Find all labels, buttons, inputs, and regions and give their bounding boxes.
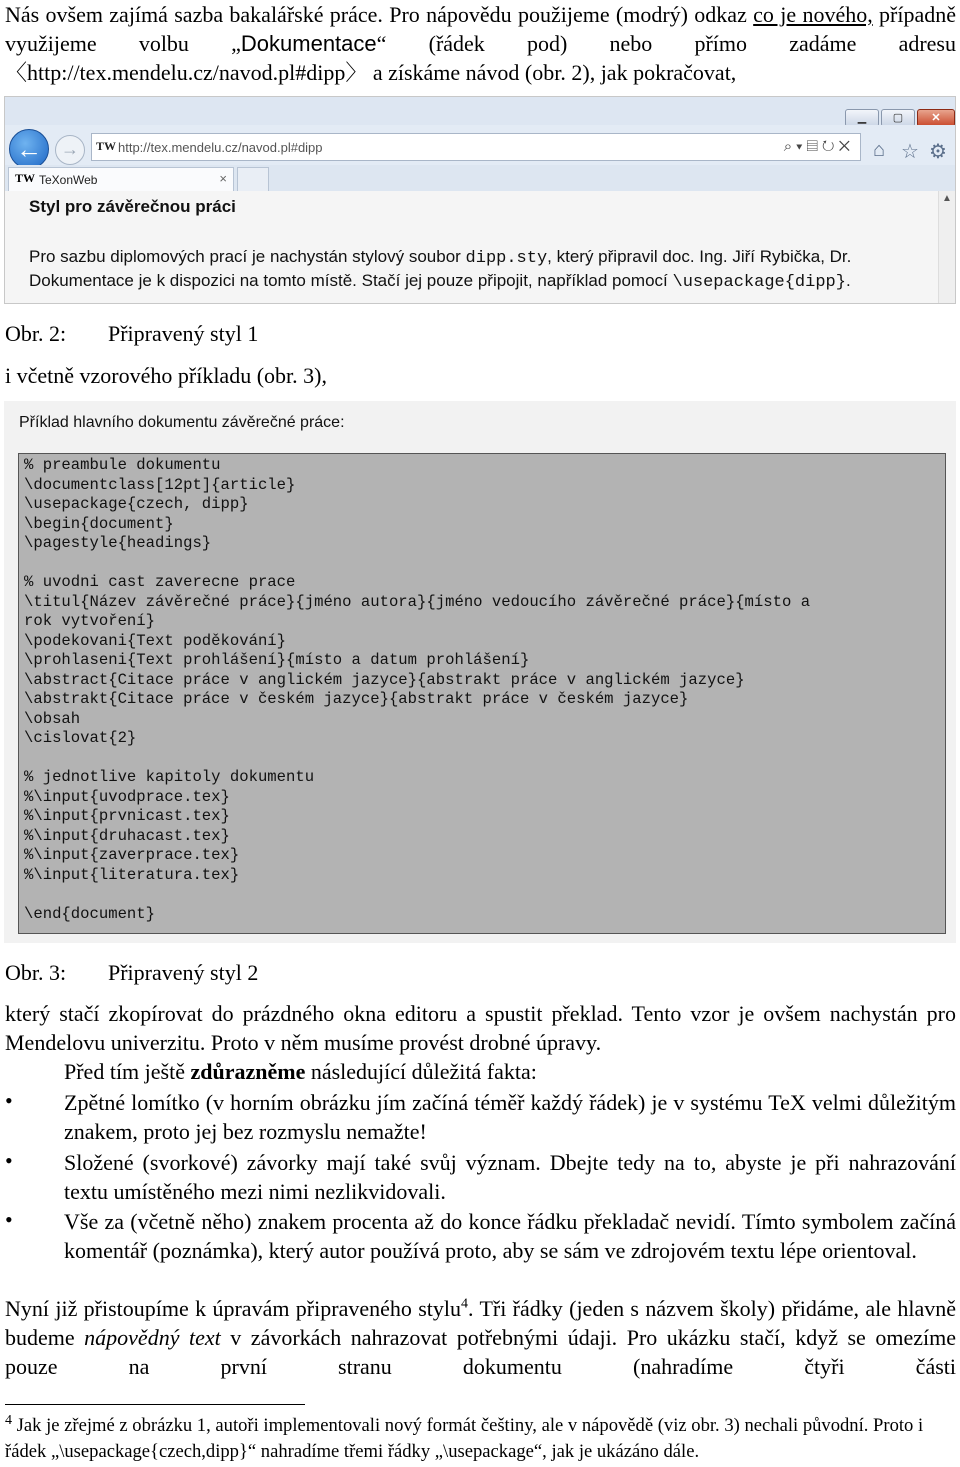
browser-screenshot	[4, 96, 956, 304]
code-line: \cislovat{2}	[24, 729, 137, 747]
para4-text: následující důležitá fakta:	[305, 1059, 537, 1084]
compat-view-icon[interactable]: ▤	[806, 138, 822, 155]
code-box	[18, 453, 946, 934]
paragraph-2: i včetně vzorového příkladu (obr. 3),	[5, 363, 327, 388]
para5-text: . Tři řádky (jeden s názvem školy) přidáme, ale hlavně budeme	[5, 1296, 957, 1350]
new-tab-button[interactable]	[237, 167, 269, 191]
paragraph-3: který stačí zkopírovat do prázdného okna editoru a spustit překlad. Tento vzor je ovšem nachystán pro Mendelovu univerzitu. Proto v něm musíme provést drobné úpravy.	[5, 1001, 956, 1055]
para4-bold: zdůrazněme	[190, 1059, 306, 1084]
site-favicon-icon: TW	[96, 139, 117, 153]
footnote	[5, 1413, 956, 1465]
bullet-item-2: Složené (svorkové) závorky mají také svůj význam. Dbejte tedy na to, abyste je při nahrazování textu umístěného mezi nimi nezlikvidovali.	[64, 1150, 956, 1204]
code-line: \obsah	[24, 709, 81, 728]
tab-strip	[5, 165, 955, 192]
page-code-dipp-sty: dipp.sty	[465, 249, 548, 268]
address-bar[interactable]	[91, 133, 861, 161]
navigation-bar	[5, 125, 955, 165]
address-url[interactable]: http://tex.mendelu.cz/navod.pl#dipp	[118, 140, 323, 155]
window-titlebar	[5, 97, 955, 125]
paragraph-4	[5, 1057, 956, 1086]
sample-document-screenshot	[4, 401, 956, 943]
forward-arrow-icon[interactable]: →	[55, 135, 85, 165]
code-line: \documentclass[12pt]{article}	[24, 475, 296, 494]
tab-texonweb[interactable]	[8, 167, 234, 191]
footnote-text: Jak je zřejmé z obrázku 1, autoři implementovali nový formát češtiny, ale v nápovědě (viz obr. 3) nechali původní. Proto i řádek „\usepackage{czech,dipp}“ nahradíme třemi řádky „\usepackage“, jak je ukázáno dále.	[5, 1415, 924, 1462]
caption-label: Obr. 3:	[5, 960, 67, 985]
sample-heading: Příklad hlavního dokumentu závěrečné práce:	[19, 414, 345, 431]
maximize-button[interactable]: ▢	[881, 109, 915, 127]
caption-text: Připravený styl 1	[108, 321, 259, 346]
code-line: \podekovani{Text poděkování}	[24, 631, 287, 650]
code-line: %\input{druhacast.tex}	[24, 826, 230, 845]
code-line: \pagestyle{headings}	[24, 534, 212, 552]
page-text-part: , který připravil doc. Ing. Jiří Rybička, Dr. Dokumentace je k dispozici na	[29, 247, 852, 290]
refresh-icon[interactable]: ↻	[821, 138, 839, 155]
paragraph-5	[5, 1294, 956, 1381]
caption-text: Připravený styl 2	[108, 960, 259, 985]
para4-text: Před tím ještě	[64, 1059, 191, 1084]
dropdown-icon[interactable]: ▾	[796, 138, 807, 155]
page-link-here[interactable]: tomto místě	[263, 271, 353, 290]
code-line: %\input{uvodprace.tex}	[24, 787, 230, 806]
code-line: \abstrakt{Citace práce v českém jazyce}{abstrakt práce v českém jazyce}	[24, 690, 689, 708]
settings-gear-icon[interactable]: ⚙	[929, 141, 947, 163]
tab-label: TeXonWeb	[39, 173, 98, 187]
intro-text-end: “ (řádek pod) nebo přímo zadáme adresu 〈http://tex.mendelu.cz/navod.pl#dipp〉 a získáme návod (obr. 2), jak pokračovat,	[5, 31, 956, 85]
tab-favicon-icon: TW	[15, 171, 36, 185]
page-content	[5, 191, 955, 304]
page-heading: Styl pro závěrečnou práci	[29, 197, 236, 216]
intro-text-start: Nás ovšem zajímá sazba bakalářské práce. Pro nápovědu použijeme (modrý) odkaz	[5, 2, 754, 27]
minimize-button[interactable]: ▁	[845, 109, 879, 127]
code-line: %\input{prvnicast.tex}	[24, 807, 230, 825]
para5-italic: nápovědný text	[84, 1325, 221, 1350]
code-line: \begin{document}	[24, 514, 174, 533]
bullet-item-1: Zpětné lomítko (v horním obrázku jím začíná téměř každý řádek) je v systému TeX velmi důležitým znakem, proto jej bez rozmyslu nemažte!	[64, 1090, 956, 1144]
code-line: % preambule dokumentu	[24, 456, 221, 474]
tab-close-icon[interactable]: ×	[219, 171, 227, 186]
page-paragraph	[29, 246, 929, 294]
documentation-menu-item: Dokumentace	[240, 31, 377, 56]
favorites-star-icon[interactable]: ☆	[901, 141, 919, 163]
whats-new-link[interactable]: co je nového,	[753, 2, 873, 27]
code-line: \usepackage{czech, dipp}	[24, 495, 249, 513]
code-line: % uvodni cast zaverecne prace	[24, 573, 296, 591]
figure-caption-2	[5, 319, 258, 348]
address-tools	[784, 138, 854, 155]
page-text-part: . Stačí jej pouze připojit, například pomocí	[352, 271, 673, 290]
code-line: rok vytvoření}	[24, 612, 156, 630]
close-window-button[interactable]: ✕	[917, 109, 955, 127]
para5-text: Nyní již přistoupíme k úpravám připraveného stylu	[5, 1296, 461, 1321]
code-line: % jednotlive kapitoly dokumentu	[24, 768, 315, 786]
home-icon[interactable]: ⌂	[873, 139, 886, 161]
footnote-rule	[5, 1404, 305, 1405]
back-arrow-icon[interactable]: ←	[9, 129, 49, 169]
caption-label: Obr. 2:	[5, 321, 67, 346]
vertical-scrollbar[interactable]	[938, 191, 955, 304]
bullet-item-3: Vše za (včetně něho) znakem procenta až do konce řádku překladač nevidí. Tímto symbolem začíná komentář (poznámka), který autor používá proto, aby se sám ve zdrojovém textu lépe orientoval.	[64, 1209, 956, 1263]
stop-icon[interactable]: ✕	[838, 138, 854, 155]
footnote-reference: 4	[461, 1296, 468, 1312]
code-line: %\input{literatura.tex}	[24, 865, 240, 884]
code-line: \abstract{Citace práce v anglickém jazyce}{abstrakt práce v anglickém jazyce}	[24, 670, 745, 689]
code-line: \titul{Název závěrečné práce}{jméno autora}{jméno vedoucího závěrečné práce}{místo a	[24, 592, 811, 611]
scroll-up-icon[interactable]: ▲	[942, 193, 952, 204]
footnote-mark: 4	[5, 1412, 12, 1428]
intro-text-middle: případně využijeme volbu „	[5, 2, 957, 56]
code-line: \prohlaseni{Text prohlášení}{místo a datum prohlášení}	[24, 651, 530, 669]
para5-text: v závorkách nahrazovat potřebnými údaji. Pro ukázku stačí, když se omezíme pouze na první stranu dokumentu (nahradíme čtyři části	[5, 1325, 956, 1379]
page-text-part: .	[845, 271, 851, 290]
bullet-icon: •	[5, 1148, 13, 1173]
bullet-icon: •	[5, 1088, 13, 1113]
code-line: %\input{zaverprace.tex}	[24, 846, 240, 864]
figure-caption-3	[5, 958, 258, 987]
search-icon[interactable]: ⌕	[783, 138, 797, 155]
bullet-icon: •	[5, 1207, 13, 1232]
page-text-part: Pro sazbu diplomových prací je nachystán stylový soubor	[29, 247, 466, 266]
intro-paragraph	[5, 0, 956, 87]
code-line: \end{document}	[24, 904, 156, 923]
page-code-usepackage: \usepackage{dipp}	[672, 273, 846, 292]
